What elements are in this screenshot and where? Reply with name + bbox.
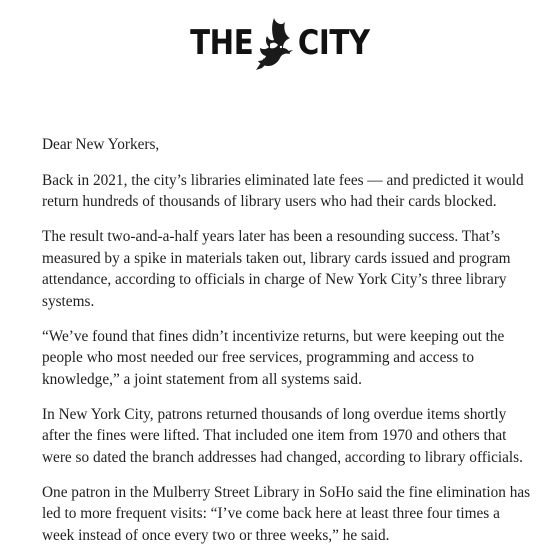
- letter-paragraph: “We’ve found that fines didn’t incentivize returns, but were keeping out the people who most needed our free services, programming and access to knowledge,” a joint statement from all systems said.: [42, 327, 505, 388]
- pigeon-icon: [252, 14, 296, 72]
- letter-greeting: Dear New Yorkers,: [42, 136, 160, 153]
- logo-word-city: CITY: [297, 23, 370, 63]
- letter-paragraph: The result two-and-a-half years later has been a resounding success. That’s measured by a spike in materials taken out, library cards issued and program attendance, according to officials in charge of New York City’s three library systems.: [42, 228, 511, 310]
- letter-paragraph: Back in 2021, the city’s libraries eliminated late fees — and predicted it would return hundreds of thousands of library users who had their cards blocked.: [42, 171, 524, 210]
- letter-body: [42, 134, 532, 560]
- letter-paragraph: One patron in the Mulberry Street Library in SoHo said the fine elimination has led to more frequent visits: “I’ve come back here at least three four times a week instead of once every two or three weeks,” he said.: [42, 483, 531, 544]
- letter-paragraph: In New York City, patrons returned thousands of long overdue items shortly after the fines were lifted. That included one item from 1970 and others that were so dated the branch addresses had changed, according to library officials.: [42, 405, 523, 466]
- masthead-logo[interactable]: [0, 14, 560, 72]
- logo-word-the: THE: [189, 23, 253, 63]
